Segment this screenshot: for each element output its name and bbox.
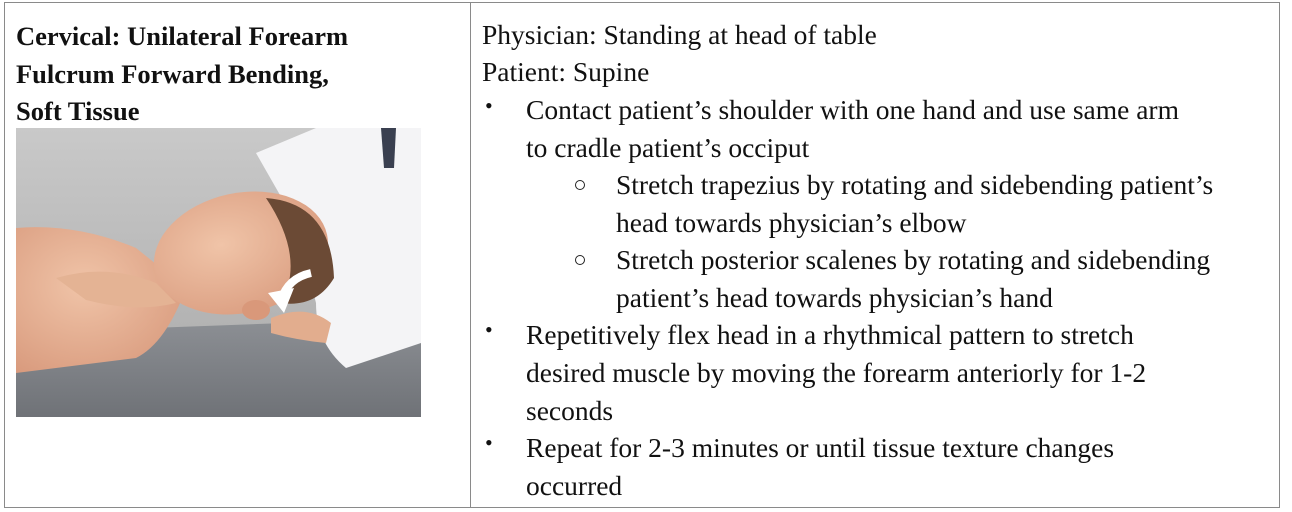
sub-bullet-marker (575, 255, 585, 265)
technique-title: Cervical: Unilateral Forearm Fulcrum Forward Bending, Soft Tissue (16, 21, 349, 126)
list-item-line: desired muscle by moving the forearm anteriorly for 1-2 (526, 357, 1147, 388)
list-item-line: Contact patient’s shoulder with one hand and use same arm (526, 94, 1179, 125)
list-item-line: Repeat for 2-3 minutes or until tissue texture changes (526, 432, 1115, 463)
bullet-marker: • (485, 93, 493, 118)
list-item-line: to cradle patient’s occiput (526, 132, 810, 163)
list-item-line: Repetitively flex head in a rhythmical pattern to stretch (526, 319, 1134, 350)
bullet-marker: • (485, 317, 493, 342)
sub-item-line: head towards physician’s elbow (616, 207, 967, 238)
sub-bullet-marker (575, 180, 585, 190)
patient-position: Patient: Supine (482, 56, 650, 87)
technique-table (4, 2, 1280, 508)
instructions-cell (471, 3, 1279, 507)
sub-item-line: Stretch trapezius by rotating and sidebending patient’s (616, 169, 1214, 200)
list-item-line: seconds (526, 395, 614, 426)
list-item-line: occurred (526, 470, 623, 501)
sub-item-line: Stretch posterior scalenes by rotating and sidebending (616, 244, 1211, 275)
sub-item-line: patient’s head towards physician’s hand (616, 282, 1053, 313)
bullet-marker: • (485, 430, 493, 455)
technique-cell (5, 3, 471, 507)
technique-photo (16, 128, 421, 417)
physician-position: Physician: Standing at head of table (482, 19, 877, 50)
